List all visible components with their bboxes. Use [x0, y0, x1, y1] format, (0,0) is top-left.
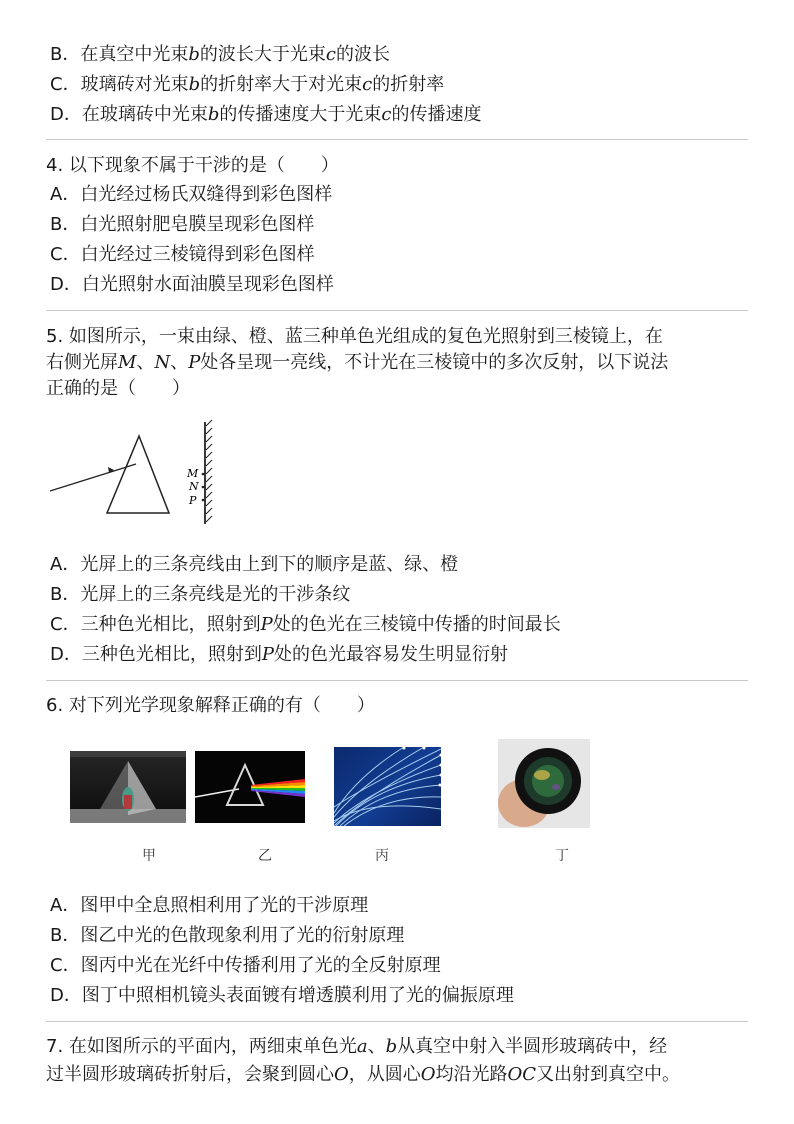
separator	[46, 680, 748, 681]
q3-option-c: C．玻璃砖对光束b的折射率大于对光束c的折射率	[50, 74, 445, 95]
q6-option-b: B．图乙中光的色散现象利用了光的衍射原理	[50, 925, 405, 946]
q6-stem: 6. 对下列光学现象解释正确的有（ ）	[46, 695, 375, 716]
incident-ray	[50, 464, 136, 491]
q6-option-d: D．图丁中照相机镜头表面镀有增透膜利用了光的偏振原理	[50, 985, 514, 1006]
label-p: P	[189, 494, 197, 507]
q5-stem-line2: 右侧光屏M、N、P处各呈现一亮线，不计光在三棱镜中的多次反射，以下说法	[46, 352, 669, 373]
q5-option-d: D．三种色光相比，照射到P处的色光最容易发生明显衍射	[50, 644, 508, 665]
q6-option-a: A．图甲中全息照相利用了光的干涉原理	[50, 895, 369, 916]
prism	[107, 436, 169, 513]
q4-option-b: B．白光照射肥皂膜呈现彩色图样	[50, 214, 315, 235]
caption-bing: 丙	[375, 848, 389, 864]
q5-option-c: C．三种色光相比，照射到P处的色光在三棱镜中传播的时间最长	[50, 614, 561, 635]
separator	[46, 139, 748, 140]
q6-option-c: C．图丙中光在光纤中传播利用了光的全反射原理	[50, 955, 441, 976]
q5-stem-line1: 5. 如图所示，一束由绿、橙、蓝三种单色光组成的复色光照射到三棱镜上，在	[46, 326, 663, 347]
q7-stem-line2: 过半圆形玻璃砖折射后，会聚到圆心O，从圆心O均沿光路OC又出射到真空中。	[46, 1064, 681, 1085]
q3-option-b: B．在真空中光束b的波长大于光束c的波长	[50, 44, 390, 65]
q4-option-c: C．白光经过三棱镜得到彩色图样	[50, 244, 315, 265]
q4-option-d: D．白光照射水面油膜呈现彩色图样	[50, 274, 334, 295]
photo-yi-prism-dispersion	[195, 751, 305, 823]
photo-jia-hologram	[70, 751, 186, 823]
q5-option-b: B．光屏上的三条亮线是光的干涉条纹	[50, 584, 351, 605]
label-n: N	[189, 480, 199, 493]
separator	[46, 310, 748, 311]
q7-stem-line1: 7. 在如图所示的平面内，两细束单色光a、b从真空中射入半圆形玻璃砖中，经	[46, 1036, 668, 1057]
point-n	[202, 486, 205, 489]
q5-option-a: A．光屏上的三条亮线由上到下的顺序是蓝、绿、橙	[50, 554, 459, 575]
q4-option-a: A．白光经过杨氏双缝得到彩色图样	[50, 184, 333, 205]
separator	[46, 1021, 748, 1022]
photo-bing-optical-fiber	[334, 747, 441, 826]
q5-stem-line3: 正确的是（ ）	[46, 378, 190, 399]
prism-diagram	[40, 418, 230, 530]
point-p	[202, 499, 205, 502]
screen-hatching	[206, 420, 212, 522]
label-m: M	[187, 467, 199, 480]
photo-ding-camera-lens	[498, 739, 590, 828]
caption-jia: 甲	[142, 848, 156, 864]
q3-option-d: D．在玻璃砖中光束b的传播速度大于光束c的传播速度	[50, 104, 482, 125]
caption-yi: 乙	[258, 848, 272, 864]
q4-stem: 4. 以下现象不属于干涉的是（ ）	[46, 155, 339, 176]
point-m	[202, 473, 205, 476]
caption-ding: 丁	[555, 848, 569, 864]
